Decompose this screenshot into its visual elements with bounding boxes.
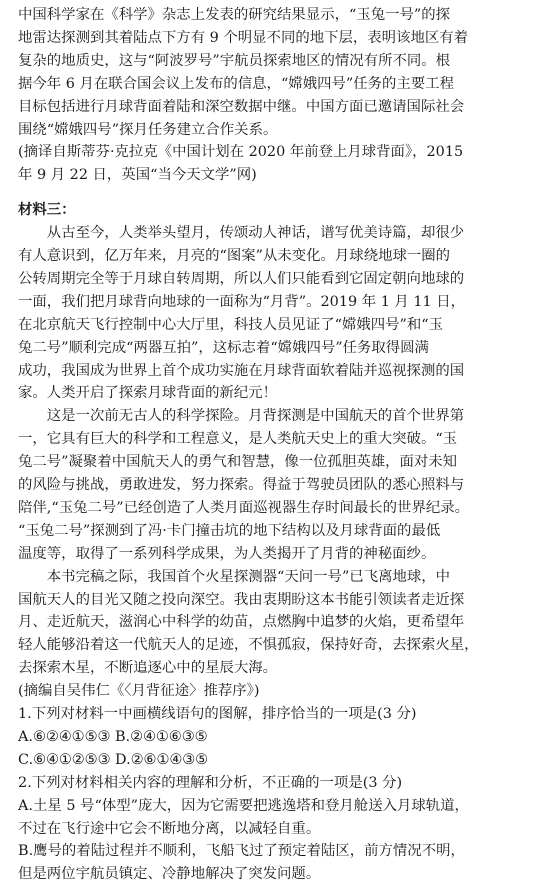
section-heading: 材料三： <box>18 201 76 219</box>
question-2-stem: 2.下列对材料相关内容的理解和分析，不正确的一项是(3 分) <box>18 774 403 791</box>
text-line: 一，它具有巨大的科学和工程意义，是人类航天史上的重大突破。“玉 <box>18 431 458 448</box>
text-line: 家。人类开启了探索月球背面的新纪元！ <box>18 385 278 402</box>
question-2-option-b: 但是两位宇航员镇定、冷静地解决了突发问题。 <box>18 866 321 883</box>
question-1-stem: 1.下列对材料一中画横线语句的图解，排序恰当的一项是(3 分) <box>18 706 417 722</box>
text-line: 在北京航天飞行控制中心大厅里，科技人员见证了“嫦娥四号”和“玉 <box>18 316 444 333</box>
text-line: 据今年 6 月在联合国会议上发布的信息，“嫦娥四号”任务的主要工程 <box>18 75 454 92</box>
text-line: 的风险与挑战，勇敢进发，努力探索。得益于驾驶员团队的悉心照料与 <box>18 477 465 493</box>
text-line: 去探索木星，不断追逐心中的星辰大海。 <box>18 660 278 677</box>
citation-line: 年 9 月 22 日，英国“当今天文学”网) <box>18 167 257 184</box>
text-line: 中国科学家在《科学》杂志上发表的研究结果显示，“玉兔一号”的探 <box>18 7 451 23</box>
citation-line: (摘编自吴伟仁《〈月背征途〉推荐序》) <box>18 683 260 700</box>
question-1-options-ab: A.⑥②④①⑤③ B.②④①⑥③⑤ <box>18 728 208 745</box>
text-line: 复杂的地质史，这与“阿波罗号”宇航员探索地区的情况有所不同。根 <box>18 52 451 69</box>
question-2-option-b: B.鹰号的着陆过程并不顺利，飞船飞过了预定着陆区，前方情况不明， <box>18 843 465 860</box>
text-line: 一面，我们把月球背向地球的一面称为“月背”。2019 年 1 月 11 日， <box>18 293 466 310</box>
text-line: 月、走近航天，滋润心中科学的幼苗，点燃胸中追梦的火焰，更希望年 <box>18 614 465 631</box>
text-line: 兔二号”凝聚着中国航天人的勇气和智慧，像一位孤胆英雄，面对未知 <box>18 454 458 471</box>
question-2-option-a-cont: 不过在飞行途中它会不断地分离，以减轻自重。 <box>18 820 321 837</box>
text-line: 国航天人的目光又随之投向深空。我由衷期盼这本书能引领读者走近探 <box>18 591 465 608</box>
text-line: 有人意识到，亿万年来，月亮的“图案”从未变化。月球绕地球一圈的 <box>18 248 451 264</box>
text-line: 地雷达探测到其着陆点下方有 9 个明显不同的地下层，表明该地区有着 <box>18 29 469 46</box>
text-line: 公转周期完全等于月球自转周期，所以人们只能看到它固定朝向地球的 <box>18 270 465 287</box>
text-line: “玉兔二号”探测到了冯·卡门撞击坑的地下结构以及月球背面的最低 <box>18 522 441 539</box>
question-1-options-cd: C.⑥④①②⑤③ D.②⑥①④③⑤ <box>18 751 209 768</box>
citation-line: (摘译自斯蒂芬·克拉克《中国计划在 2020 年前登上月球背面》，2015 <box>18 144 464 161</box>
text-line: 本书完稿之际，我国首个火星探测器“天问一号”已飞离地球，中 <box>18 568 451 585</box>
text-line: 轻人能够沿着这一代航天人的足迹，不惧孤寂，保持好奇，去探索火星， <box>18 637 479 654</box>
text-line: 成功，我国成为世界上首个成功实施在月球背面软着陆并巡视探测的国 <box>18 362 465 379</box>
text-line: 目标包括进行月球背面着陆和深空数据中继。中国方面已邀请国际社会 <box>18 98 465 115</box>
text-line: 围绕“嫦娥四号”探月任务建立合作关系。 <box>18 121 278 138</box>
text-line: 从古至今，人类举头望月，传颂动人神话，谱写优美诗篇，却很少 <box>18 225 465 242</box>
question-2-option-a: A.土星 5 号“体型”庞大，因为它需要把逃逸塔和登月舱送入月球轨道， <box>18 797 469 814</box>
text-line: 温度等，取得了一系列科学成果，为人类揭开了月背的神秘面纱。 <box>18 545 436 562</box>
text-line: 这是一次前无古人的科学探险。月背探测是中国航天的首个世界第 <box>18 408 465 425</box>
text-line: 兔二号”顺利完成“两器互拍”，这标志着“嫦娥四号”任务取得圆满 <box>18 339 429 356</box>
text-line: 陪伴,“玉兔二号”已经创造了人类月面巡视器生存时间最长的世界纪录。 <box>18 499 470 516</box>
